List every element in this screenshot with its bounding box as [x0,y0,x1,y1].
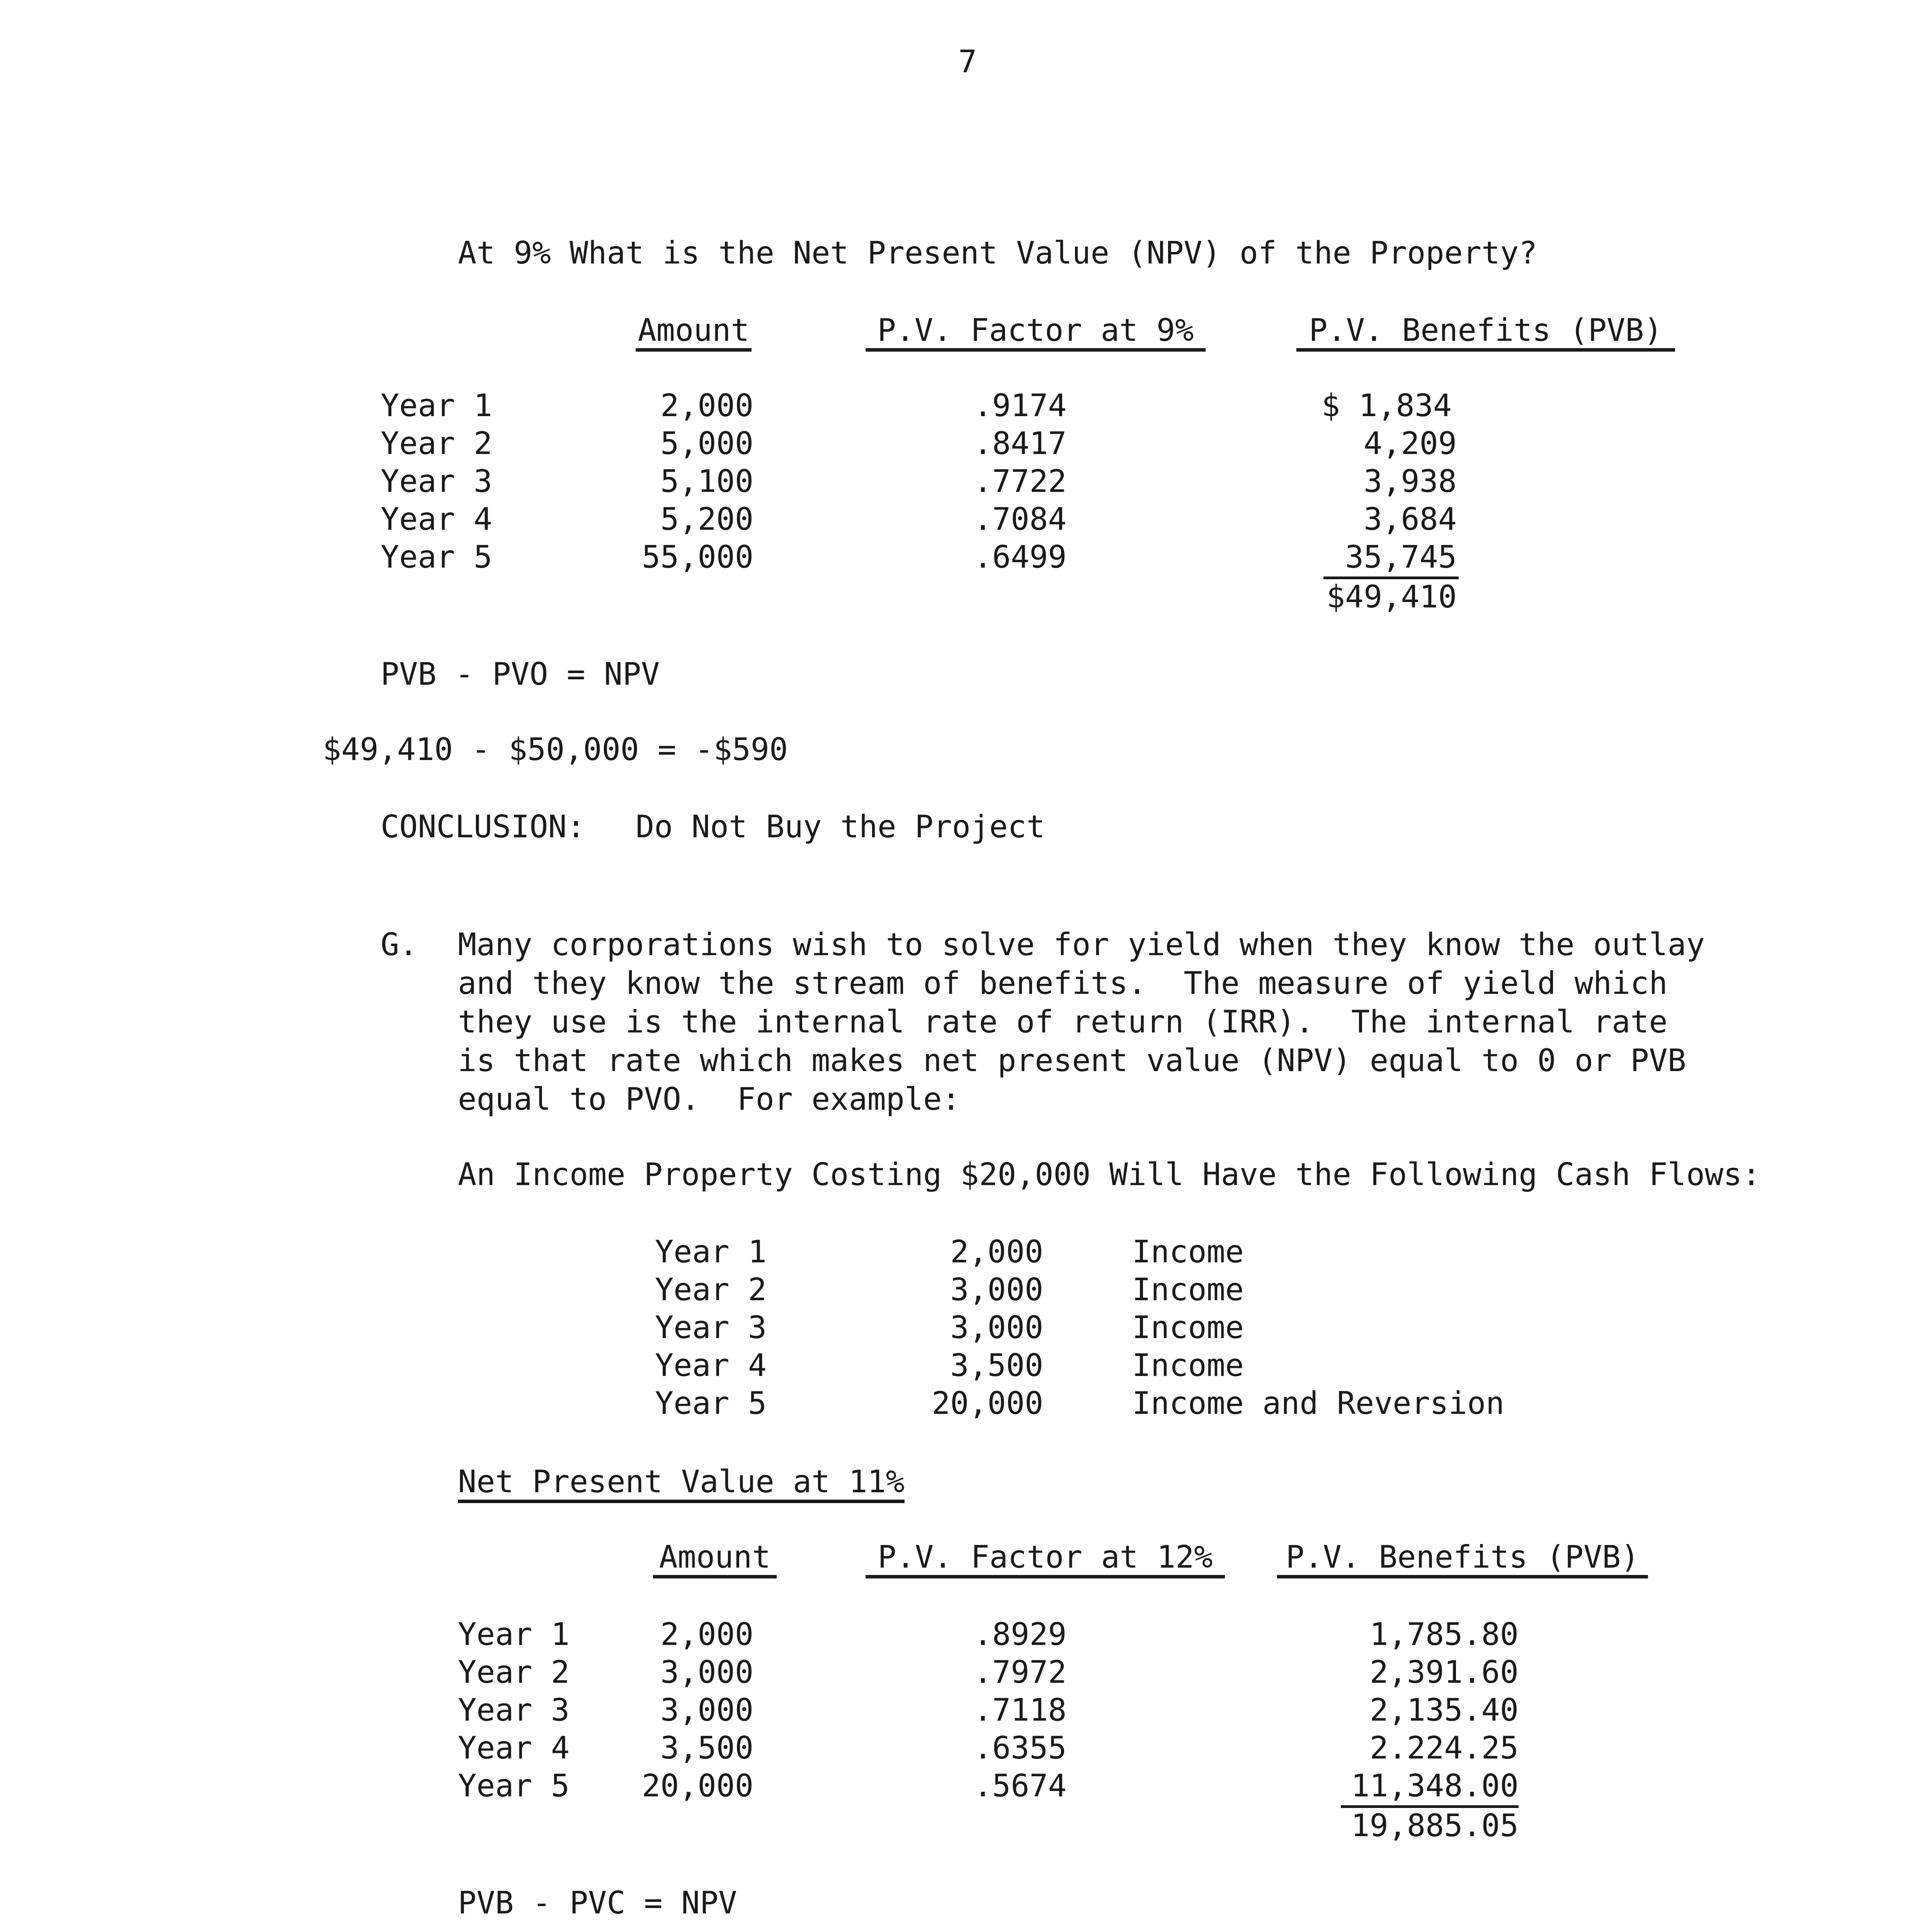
row-benefit: $ 1,834 [1321,388,1452,423]
paragraph-line: is that rate which makes net present value (NPV) equal to 0 or PVB [458,1043,1686,1078]
paragraph-line: they use is the internal rate of return (IRR). The internal rate [458,1004,1668,1040]
conclusion-label: CONCLUSION: [381,809,585,845]
row-amount: 3,000 [660,1692,753,1728]
paragraph-line: Many corporations wish to solve for yield when they know the outlay [458,927,1705,963]
cf-amount: 3,000 [950,1272,1043,1308]
row-amount: 2,000 [660,1616,753,1652]
paragraph-line: equal to PVO. For example: [458,1081,961,1117]
row-benefit: 2.224.25 [1369,1730,1519,1766]
cf-type: Income and Reversion [1132,1385,1505,1421]
row-amount: 55,000 [642,539,753,575]
row-factor: .7972 [973,1654,1067,1690]
row-factor: .7722 [973,463,1067,499]
row-year: Year 1 [458,1616,570,1652]
row-factor: .8929 [973,1616,1067,1652]
row-factor: .6355 [973,1730,1067,1766]
row-benefit: 2,135.40 [1369,1692,1519,1728]
conclusion-text: Do Not Buy the Project [636,809,1045,845]
header-amount: Amount [636,315,752,352]
cf-amount: 3,500 [950,1347,1043,1383]
pvb-total-2: 19,885.05 [1351,1808,1519,1844]
row-year: Year 3 [458,1692,570,1728]
header-pv-benefits-2: P.V. Benefits (PVB) [1277,1542,1648,1578]
npv-11-title: Net Present Value at 11% [458,1466,905,1503]
cf-amount: 2,000 [950,1234,1043,1270]
row-factor: .7118 [973,1692,1067,1728]
row-factor: .5674 [973,1768,1067,1804]
row-year: Year 4 [458,1730,570,1766]
row-amount: 5,200 [660,501,753,537]
npv-calculation: $49,410 - $50,000 = -$590 [323,731,788,767]
row-factor: .7084 [973,501,1067,537]
cf-type: Income [1132,1234,1244,1270]
header-pv-factor: P.V. Factor at 9% [866,315,1206,352]
cf-type: Income [1132,1347,1244,1383]
header-pv-benefits: P.V. Benefits (PVB) [1296,315,1675,352]
cf-amount: 3,000 [950,1310,1043,1345]
cf-year: Year 4 [655,1347,767,1383]
row-year: Year 2 [458,1654,570,1690]
header-amount-2: Amount [653,1542,777,1578]
cf-type: Income [1132,1310,1244,1345]
cf-year: Year 2 [655,1272,767,1308]
row-amount: 5,100 [660,463,753,499]
row-year: Year 5 [458,1768,570,1804]
npv-formula: PVB - PVO = NPV [381,656,660,692]
cf-year: Year 1 [655,1234,767,1270]
row-benefit: 35,745 [1345,539,1457,575]
row-amount: 20,000 [642,1768,753,1804]
paragraph-line: and they know the stream of benefits. The measure of yield which [458,965,1668,1001]
cf-type: Income [1132,1272,1244,1308]
row-benefit: 2,391.60 [1369,1654,1519,1690]
row-factor: .8417 [973,425,1067,461]
row-year: Year 5 [381,539,492,575]
row-amount: 5,000 [660,425,753,461]
npv-formula-2: PVB - PVC = NPV [458,1885,737,1921]
row-year: Year 2 [381,425,492,461]
row-factor: .6499 [973,539,1067,575]
row-factor: .9174 [973,388,1067,423]
row-year: Year 4 [381,501,492,537]
cf-year: Year 3 [655,1310,767,1345]
row-amount: 3,000 [660,1654,753,1690]
row-benefit: 3,938 [1364,463,1457,499]
row-amount: 3,500 [660,1730,753,1766]
row-benefit: 1,785.80 [1369,1616,1519,1652]
npv-question: At 9% What is the Net Present Value (NPV) of the Property? [458,235,1537,271]
page-number: 7 [958,44,977,80]
section-g-label: G. [381,927,418,963]
row-year: Year 3 [381,463,492,499]
pvb-total: $49,410 [1326,579,1457,615]
cf-year: Year 5 [655,1385,767,1421]
row-benefit: 4,209 [1364,425,1457,461]
row-amount: 2,000 [660,388,753,423]
example-title: An Income Property Costing $20,000 Will Have the Following Cash Flows: [458,1156,1761,1192]
row-year: Year 1 [381,388,492,423]
cf-amount: 20,000 [932,1385,1043,1421]
header-pv-factor-2: P.V. Factor at 12% [866,1542,1225,1578]
row-benefit: 3,684 [1364,501,1457,537]
row-benefit: 11,348.00 [1351,1768,1519,1804]
